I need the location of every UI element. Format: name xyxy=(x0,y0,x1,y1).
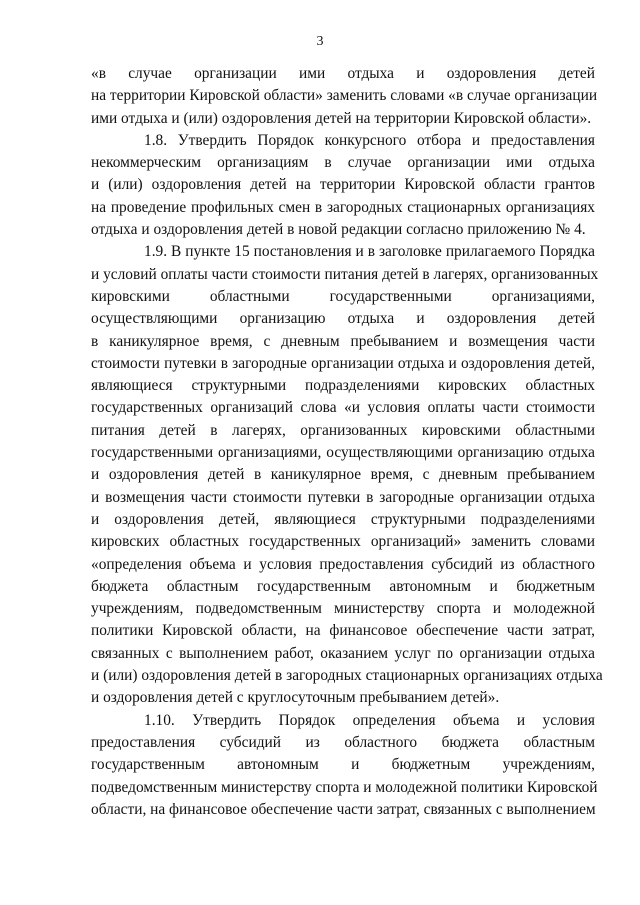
paragraph-continuation xyxy=(91,63,598,130)
text-line: государственным автономным и бюджетным учреждениям, xyxy=(91,756,595,774)
text-line: и оздоровления детей в каникулярное время, с дневным пребыванием xyxy=(91,466,595,484)
text-line: питания детей в лагерях, организованных кировскими областными xyxy=(91,421,595,439)
text-line: политики Кировской области, на финансовое обеспечение части затрат, xyxy=(91,622,595,640)
text-line: и условий оплаты части стоимости питания детей в лагерях, организованных xyxy=(91,265,599,283)
text-line: учреждениям, подведомственным министерству спорта и молодежной xyxy=(91,600,595,618)
text-line: ими отдыха и (или) оздоровления детей на территории Кировской области». xyxy=(91,109,592,127)
text-line: являющиеся структурными подразделениями кировских областных xyxy=(91,377,595,395)
text-line: «определения объема и условия предоставления субсидий из областного xyxy=(91,555,595,573)
text-line: и возмещения части стоимости путевки в загородные организации отдыха xyxy=(91,488,595,506)
text-line: бюджета областным государственным автономным и бюджетным xyxy=(91,577,595,595)
paragraph-item-1-10 xyxy=(91,710,598,821)
text-line: и оздоровления детей, являющиеся структурными подразделениями xyxy=(91,510,595,528)
text-line: на территории Кировской области» заменить словами «в случае организации xyxy=(91,87,598,105)
text-line: 1.8. Утвердить Порядок конкурсного отбора и предоставления xyxy=(144,131,595,149)
text-line: предоставления субсидий из областного бюджета областным xyxy=(91,733,595,751)
paragraph-item-1-8 xyxy=(91,130,595,241)
text-line: и оздоровления детей с круглосуточным пребыванием детей». xyxy=(91,689,500,707)
text-line: стоимости путевки в загородные организации отдыха и оздоровления детей, xyxy=(91,354,595,372)
text-line: на проведение профильных смен в загородных стационарных организациях xyxy=(91,198,595,216)
paragraph-item-1-9 xyxy=(91,241,603,709)
text-line: кировскими областными государственными организациями, xyxy=(91,287,595,305)
text-line: государственных организаций слова «и условия оплаты части стоимости xyxy=(91,399,595,417)
text-line: 1.9. В пункте 15 постановления и в заголовке прилагаемого Порядка xyxy=(144,243,595,261)
text-line: подведомственным министерству спорта и молодежной политики Кировской xyxy=(91,778,598,796)
text-line: кировских областных государственных организаций» заменить словами xyxy=(91,533,595,551)
text-line: некоммерческим организациям в случае организации ими отдыха xyxy=(91,154,595,172)
text-line: осуществляющими организацию отдыха и оздоровления детей xyxy=(91,310,595,328)
text-line: и (или) оздоровления детей на территории Кировской области грантов xyxy=(91,176,595,194)
text-line: и (или) оздоровления детей в загородных стационарных организациях отдыха xyxy=(91,667,603,685)
page-number: 3 xyxy=(316,34,324,49)
text-line: области, на финансовое обеспечение части затрат, связанных с выполнением xyxy=(91,800,596,818)
text-line: «в случае организации ими отдыха и оздоровления детей xyxy=(91,65,595,82)
document-body xyxy=(91,63,603,821)
text-line: отдыха и оздоровления детей в новой редакции согласно приложению № 4. xyxy=(91,221,586,239)
text-line: в каникулярное время, с дневным пребыванием и возмещения части xyxy=(91,332,595,350)
text-line: государственными организациями, осуществляющими организацию отдыха xyxy=(91,444,595,462)
text-line: связанных с выполнением работ, оказанием услуг по организации отдыха xyxy=(91,644,595,662)
text-line: 1.10. Утвердить Порядок определения объема и условия xyxy=(144,711,595,729)
